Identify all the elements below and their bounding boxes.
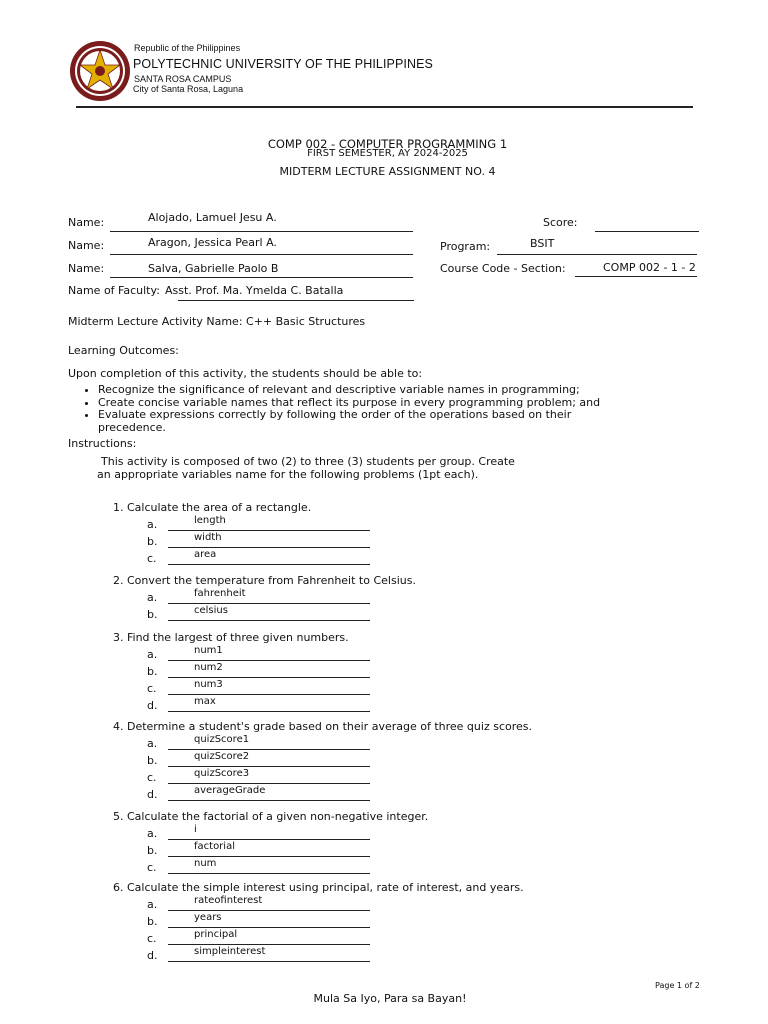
student-name-3: Salva, Gabrielle Paolo B [148,262,279,275]
answer-underline [168,694,370,695]
course-code-underline [575,276,697,277]
answer-variable-name: celsius [194,604,228,616]
score-underline [595,231,699,232]
name-label-2: Name: [68,239,105,252]
answer-underline [168,530,370,531]
answer-variable-name: quizScore1 [194,734,250,745]
name-underline-1 [110,231,413,232]
university-name: POLYTECHNIC UNIVERSITY OF THE PHILIPPINES [133,57,433,71]
instructions-line-2: an appropriate variables name for the following problems (1pt each). [97,468,479,481]
answer-variable-name: num [194,857,217,869]
student-name-1: Alojado, Lamuel Jesu A. [148,211,277,224]
answer-letter: b. [147,914,158,928]
answer-underline [168,873,370,874]
answer-variable-name: fahrenheit [194,588,246,599]
answer-letter: c. [147,770,157,784]
name-label-1: Name: [68,216,105,229]
answer-variable-name: factorial [194,840,235,852]
problem-question: 1. Calculate the area of a rectangle. [113,501,312,514]
program-underline [497,254,697,255]
answer-letter: a. [147,518,158,531]
answer-letter: b. [147,753,158,767]
answer-variable-name: quizScore3 [194,767,250,779]
problem-question: 6. Calculate the simple interest using principal, rate of interest, and years. [113,881,524,894]
answer-variable-name: num1 [194,645,223,656]
outcome-item: • Evaluate expressions correctly by following the order of the operations based on their precedence. [98,409,638,434]
answer-underline [168,547,370,548]
answer-letter: d. [147,787,158,801]
answer-letter: b. [147,843,158,857]
answer-underline [168,856,370,857]
answer-letter: b. [147,607,158,621]
name-label-3: Name: [68,262,105,275]
answer-letter: c. [147,860,157,874]
answer-variable-name: num3 [194,678,223,690]
answer-letter: a. [147,591,158,604]
answer-underline [168,927,370,928]
answer-variable-name: years [194,911,222,923]
learning-outcomes-heading: Learning Outcomes: [68,344,179,357]
answer-variable-name: length [194,515,226,526]
answer-letter: c. [147,551,157,565]
course-code-value: COMP 002 - 1 - 2 [603,261,696,274]
course-code-label: Course Code - Section: [440,262,566,275]
answer-letter: a. [147,648,158,661]
outcome-item: • Create concise variable names that reflect its purpose in every programming problem; and [98,397,638,410]
university-seal-logo [69,40,131,102]
answer-underline [168,677,370,678]
footer-motto: Mula Sa Iyo, Para sa Bayan! [313,992,467,1005]
answer-underline [168,711,370,712]
outcomes-intro: Upon completion of this activity, the students should be able to: [68,367,423,380]
answer-variable-name: principal [194,928,238,940]
republic-text: Republic of the Philippines [134,43,241,53]
course-title: COMP 002 - COMPUTER PROGRAMMING 1 [267,137,508,151]
answer-letter: a. [147,737,158,750]
answer-letter: a. [147,898,158,911]
page-number: Page 1 of 2 [655,981,700,990]
answer-letter: b. [147,534,158,548]
instructions-line-1: This activity is composed of two (2) to three (3) students per group. Create [101,455,515,468]
answer-variable-name: area [194,548,217,560]
problem-question: 2. Convert the temperature from Fahrenheit to Celsius. [113,574,416,587]
answer-variable-name: simpleinterest [194,945,266,957]
score-label: Score: [543,216,578,229]
program-value: BSIT [530,237,555,250]
answer-underline [168,800,370,801]
answer-letter: c. [147,681,157,695]
answer-underline [168,603,370,604]
problem-question: 4. Determine a student's grade based on their average of three quiz scores. [113,720,532,733]
campus-name: SANTA ROSA CAMPUS [134,74,232,84]
answer-letter: b. [147,664,158,678]
answer-letter: a. [147,827,158,840]
answer-variable-name: num2 [194,661,223,673]
answer-variable-name: quizScore2 [194,750,250,762]
outcomes-list [82,384,638,434]
problem-question: 5. Calculate the factorial of a given non-negative integer. [113,810,429,823]
outcome-item: • Recognize the significance of relevant and descriptive variable names in programming; [98,384,638,397]
header-divider [76,106,693,108]
answer-variable-name: rateofinterest [194,895,263,906]
answer-letter: c. [147,931,157,945]
answer-underline [168,766,370,767]
name-underline-2 [110,254,413,255]
answer-letter: d. [147,948,158,962]
activity-name: Midterm Lecture Activity Name: C++ Basic Structures [68,315,366,328]
answer-underline [168,749,370,750]
program-label: Program: [440,240,491,253]
name-underline-3 [110,277,413,278]
answer-underline [168,961,370,962]
campus-city: City of Santa Rosa, Laguna [133,84,244,94]
answer-variable-name: width [194,531,222,543]
answer-underline [168,783,370,784]
answer-underline [168,910,370,911]
semester-title: FIRST SEMESTER, AY 2024-2025 [307,148,468,159]
answer-underline [168,944,370,945]
student-name-2: Aragon, Jessica Pearl A. [148,236,277,249]
answer-underline [168,839,370,840]
faculty-label: Name of Faculty: [68,284,160,297]
answer-underline [168,620,370,621]
faculty-underline [178,300,414,301]
problem-question: 3. Find the largest of three given numbers. [113,631,349,644]
answer-variable-name: i [194,824,197,835]
answer-letter: d. [147,698,158,712]
answer-variable-name: max [194,695,216,707]
answer-variable-name: averageGrade [194,784,266,796]
instructions-heading: Instructions: [68,437,137,450]
answer-underline [168,660,370,661]
assignment-title: MIDTERM LECTURE ASSIGNMENT NO. 4 [279,165,496,178]
faculty-value: Asst. Prof. Ma. Ymelda C. Batalla [165,284,344,297]
answer-underline [168,564,370,565]
